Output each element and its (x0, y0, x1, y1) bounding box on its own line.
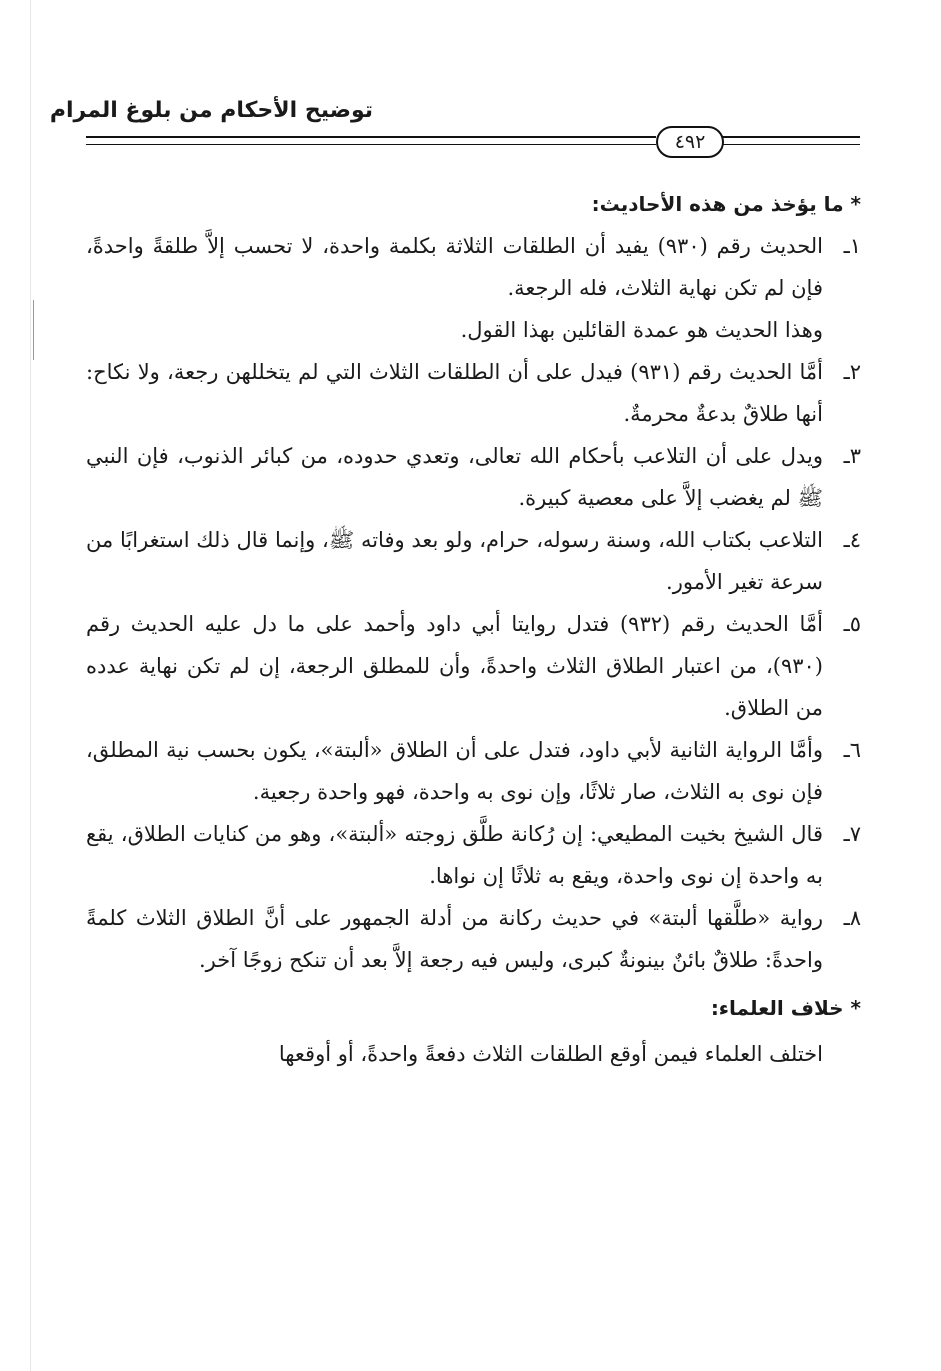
item-text: ويدل على أن التلاعب بأحكام الله تعالى، وتعدي حدوده، من كبائر الذنوب، فإن النبي ﷺ لم يغضب إلاَّ على معصية كبيرة. (86, 444, 823, 510)
item-text: رواية «طلَّقها ألبتة» في حديث ركانة من أدلة الجمهور على أنَّ الطلاق الثلاث كلمةً واحدةً: طلاقٌ بائنٌ بينونةٌ كبرى، وليس فيه رجعة إلاَّ بعد أن تنكح زوجًا آخر. (86, 906, 823, 972)
item-number: ٧ـ (843, 822, 861, 846)
scan-edge (30, 0, 31, 1371)
lesson-note: وهذا الحديث هو عمدة القائلين بهذا القول. (460, 318, 823, 342)
scan-mark (33, 300, 34, 360)
running-title: توضيح الأحكام من بلوغ المرام (49, 98, 373, 123)
item-text: التلاعب بكتاب الله، وسنة رسوله، حرام، ولو بعد وفاته ﷺ، وإنما قال ذلك استغرابًا من سرعة تغير الأمور. (86, 528, 823, 594)
item-number: ٨ـ (843, 906, 861, 930)
header-rule-left (86, 136, 656, 145)
section-heading-disagreement: * خلاف العلماء: (710, 996, 861, 1020)
lesson-item-8 (86, 897, 861, 981)
lesson-item-2 (86, 351, 861, 435)
item-text: أمَّا الحديث رقم (٩٣٢) فتدل روايتا أبي داود وأحمد على ما دل عليه الحديث رقم (٩٣٠)، من اعتبار الطلاق الثلاث واحدةً، وأن للمطلق الرجعة، إن لم تكن نهاية عدده من الطلاق. (86, 612, 823, 720)
item-number: ٣ـ (843, 444, 861, 468)
header-rule-right (720, 136, 860, 145)
item-text: قال الشيخ بخيت المطيعي: إن رُكانة طلَّق زوجته «ألبتة»، وهو من كنايات الطلاق، يقع به واحدة إن نوى واحدة، ويقع به ثلاثًا إن نواها. (86, 822, 823, 888)
item-number: ٢ـ (843, 360, 861, 384)
lesson-item-3 (86, 435, 861, 519)
page-content (86, 183, 861, 1079)
lesson-item-6 (86, 729, 861, 813)
item-number: ٤ـ (843, 528, 861, 552)
section-heading-lessons: * ما يؤخذ من هذه الأحاديث: (591, 192, 861, 216)
lesson-item-4 (86, 519, 861, 603)
item-number: ٥ـ (843, 612, 861, 636)
lesson-item-1 (86, 225, 861, 309)
item-number: ٦ـ (843, 738, 861, 762)
page-number: ٤٩٢ (656, 126, 724, 158)
item-text: الحديث رقم (٩٣٠) يفيد أن الطلقات الثلاثة بكلمة واحدة، لا تحسب إلاَّ طلقةً واحدةً، فإن لم تكن نهاية الثلاث، فله الرجعة. (86, 234, 823, 300)
lesson-item-5 (86, 603, 861, 729)
item-text: وأمَّا الرواية الثانية لأبي داود، فتدل على أن الطلاق «ألبتة»، يكون بحسب نية المطلق، فإن نوى به الثلاث، صار ثلاثًا، وإن نوى به واحدة، فهو واحدة رجعية. (86, 738, 823, 804)
item-text: أمَّا الحديث رقم (٩٣١) فيدل على أن الطلقات الثلاث التي لم يتخللهن رجعة، ولا نكاح: أنها طلاقٌ بدعةٌ محرمةٌ. (86, 360, 823, 426)
disagreement-paragraph: اختلف العلماء فيمن أوقع الطلقات الثلاث دفعةً واحدةً، أو أوقعها (278, 1042, 823, 1066)
lesson-item-7 (86, 813, 861, 897)
item-number: ١ـ (843, 234, 861, 258)
